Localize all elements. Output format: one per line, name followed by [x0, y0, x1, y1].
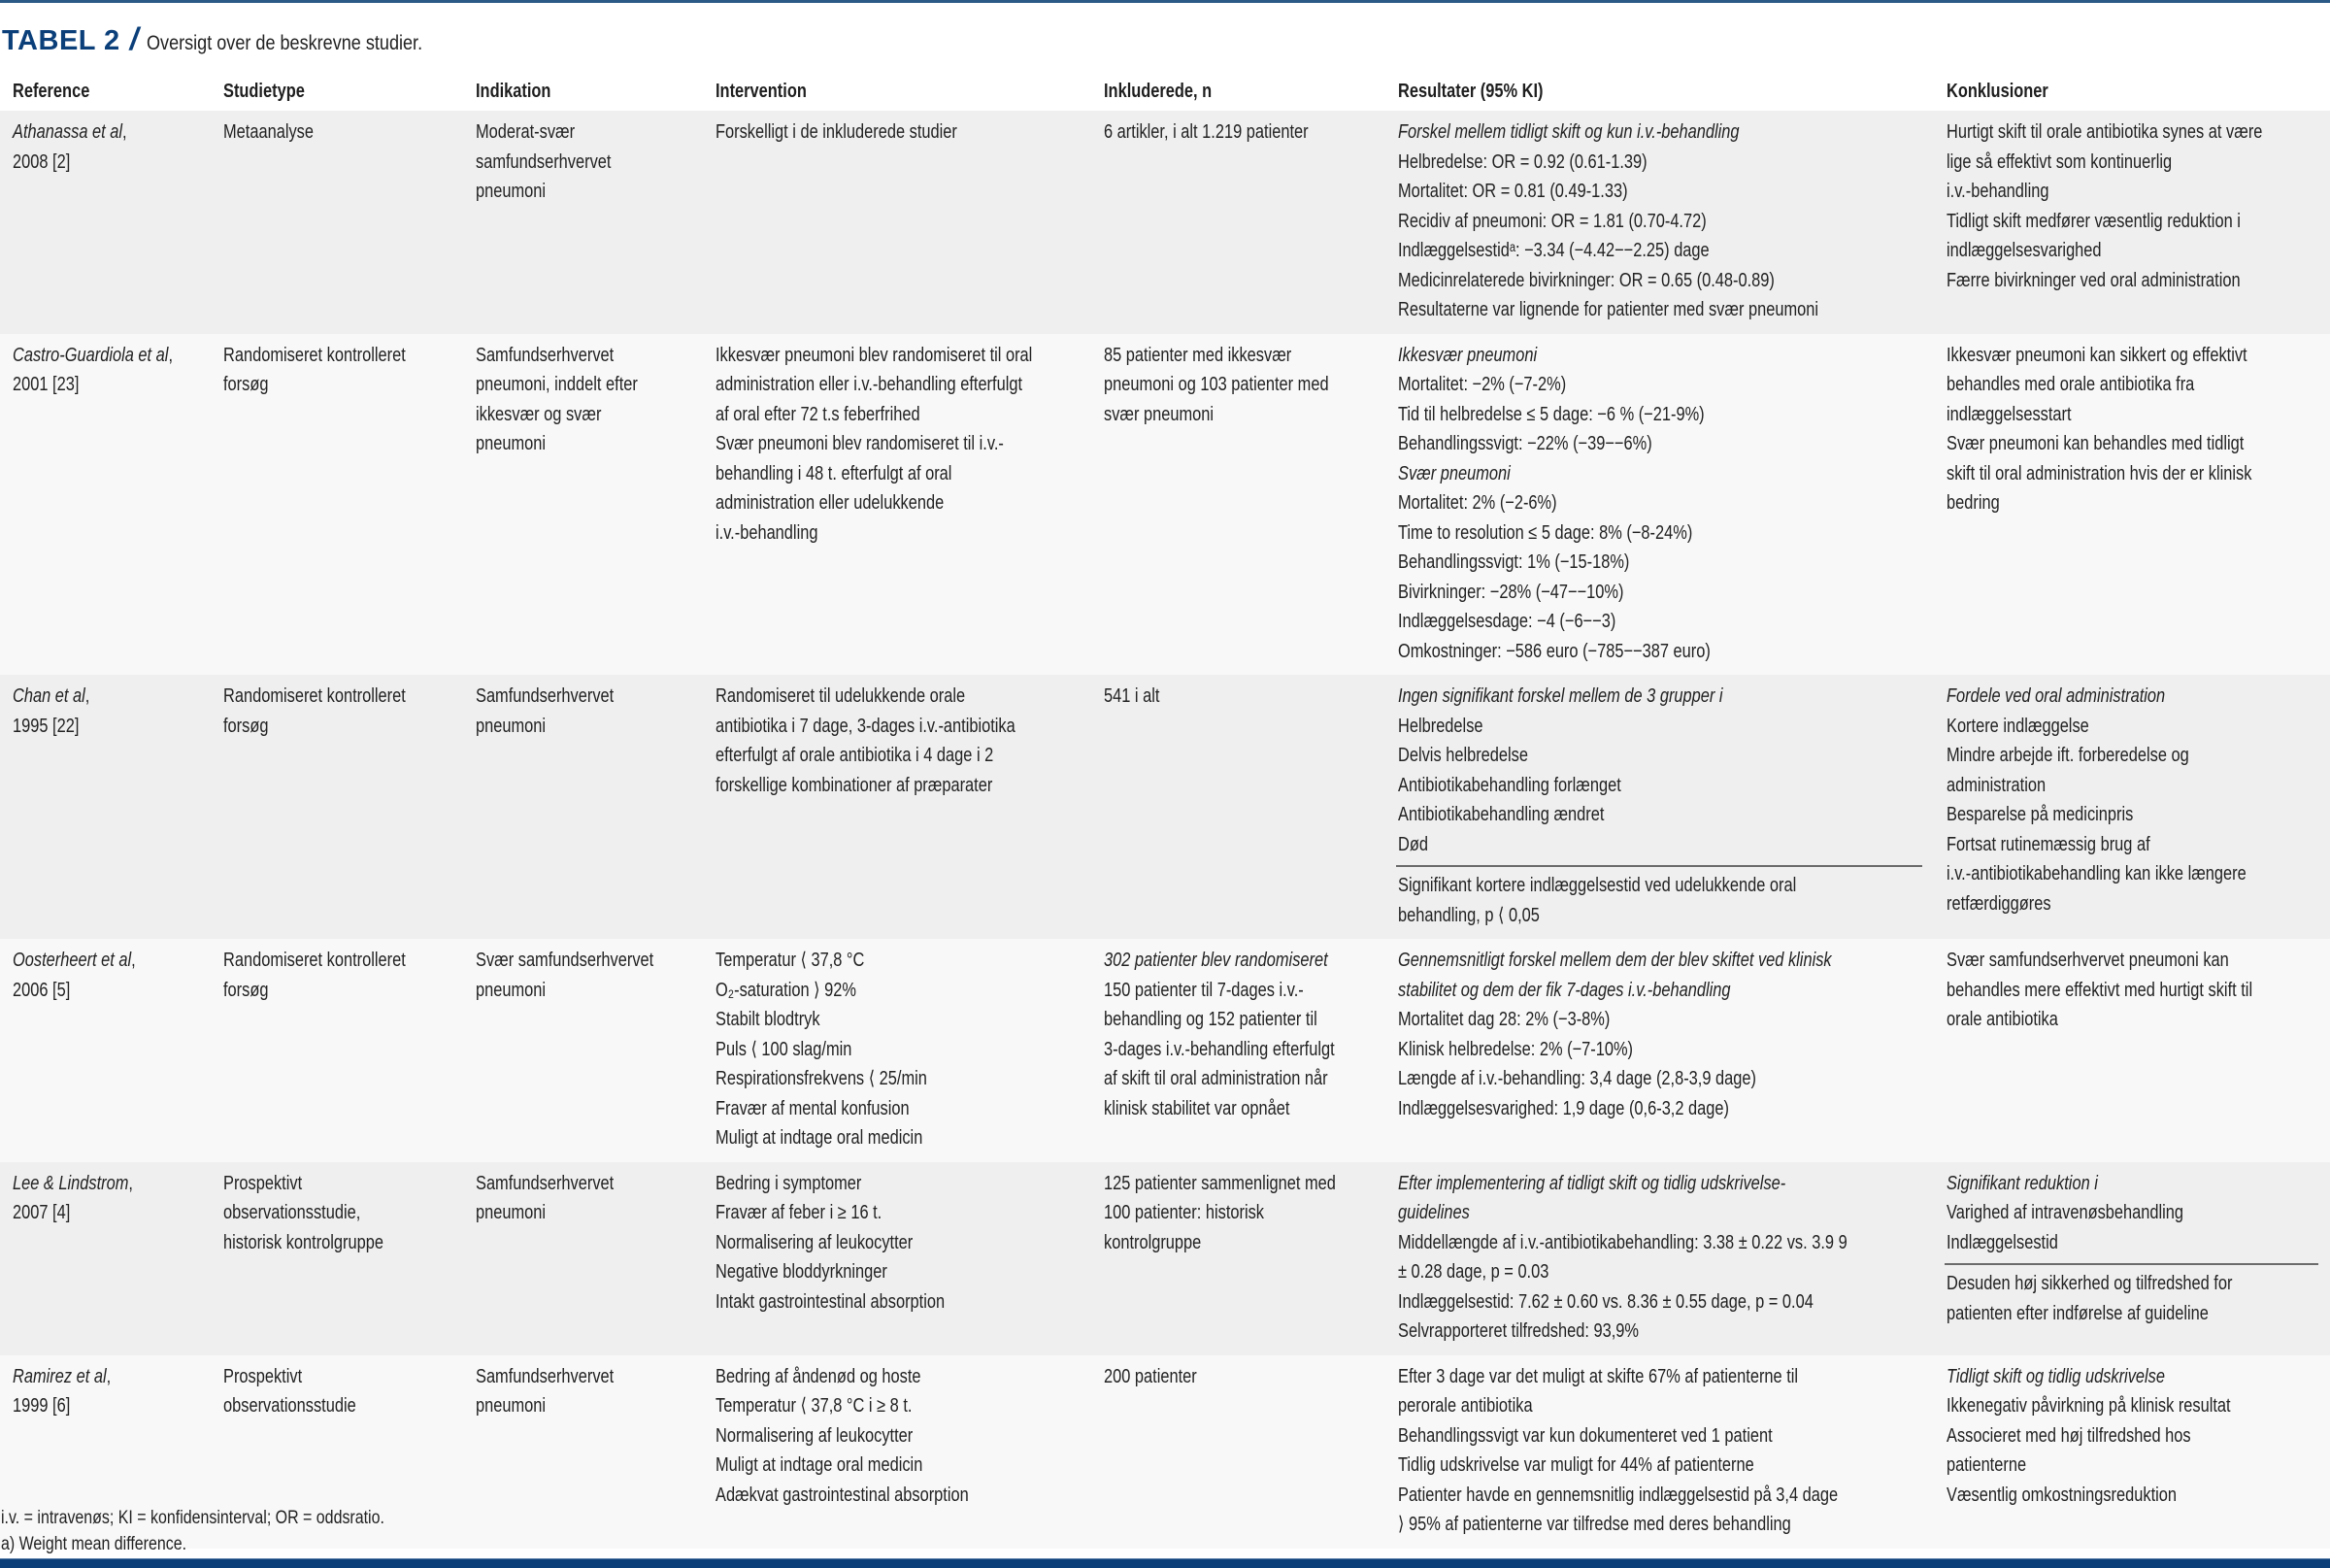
studietype-line: forsøg: [223, 979, 269, 1001]
inkluderede-line: pneumoni og 103 patienter med: [1104, 374, 1329, 395]
reference-comma: ,: [84, 685, 90, 707]
konklusioner-line: Ikkesvær pneumoni kan sikkert og effektivt: [1947, 344, 2247, 366]
reference-authors: Athanassa et al: [13, 121, 123, 143]
reference-year: 1999 [6]: [13, 1395, 71, 1417]
indikation-line: samfundserhvervet: [476, 150, 612, 173]
resultater-line: Tidlig udskrivelse var muligt for 44% af patienterne: [1398, 1454, 1754, 1476]
studietype-line: forsøg: [223, 374, 269, 395]
resultater-line: Middellængde af i.v.-antibiotikabehandling: 3.38 ± 0.22 vs. 3.9 9: [1398, 1231, 1847, 1253]
intervention-line: O₂-saturation ⟩ 92%: [716, 979, 856, 1001]
konklusioner-line: Væsentlig omkostningsreduktion: [1947, 1484, 2178, 1506]
cell-reference: [0, 675, 211, 939]
cell-inkluderede: [1091, 1355, 1385, 1549]
cell-konklusioner: [1934, 675, 2330, 939]
konklusioner-subheading: Signifikant reduktion i: [1947, 1172, 2098, 1194]
header-label: Reference: [13, 80, 90, 102]
konklusioner-line: behandles med orale antibiotika fra: [1947, 374, 2195, 395]
cell-intervention: [703, 1355, 1091, 1549]
indikation-line: Samfundserhvervet: [476, 1172, 615, 1194]
cell-inkluderede: [1091, 1162, 1385, 1355]
resultater-subheading: Gennemsnitligt forskel mellem dem der blev skiftet ved klinisk: [1398, 950, 1832, 971]
reference-authors-line: [13, 341, 175, 371]
intervention-line: Temperatur ⟨ 37,8 °C: [716, 950, 865, 971]
table-row: [0, 675, 2330, 939]
intervention-line: Muligt at indtage oral medicin: [716, 1454, 923, 1476]
inkluderede-line: behandling og 152 patienter til: [1104, 1009, 1317, 1030]
resultater-line: Antibiotikabehandling forlænget: [1398, 774, 1621, 796]
cell-inkluderede: [1091, 939, 1385, 1162]
konklusioner-line: Svær pneumoni kan behandles med tidligt: [1947, 433, 2245, 454]
header-reference: [0, 72, 211, 111]
konklusioner-line: Desuden høj sikkerhed og tilfredshed for: [1947, 1273, 2233, 1294]
indikation-line: pneumoni, inddelt efter: [476, 374, 638, 395]
intervention-line: behandling i 48 t. efterfulgt af oral: [716, 462, 952, 484]
reference-authors-line: [13, 117, 175, 148]
header-konklusioner: [1934, 72, 2330, 111]
cell-intervention: [703, 939, 1091, 1162]
header-indikation: [463, 72, 703, 111]
header-row: [0, 72, 2330, 111]
cell-reference: [0, 939, 211, 1162]
intervention-line: Respirationsfrekvens ⟨ 25/min: [716, 1068, 927, 1089]
indikation-line: ikkesvær og svær: [476, 403, 602, 425]
cell-resultater: [1385, 939, 1934, 1162]
top-rule: [0, 0, 2330, 3]
reference-comma: ,: [128, 1172, 133, 1194]
cell-studietype: [211, 334, 463, 676]
konklusioner-line: patienterne: [1947, 1454, 2027, 1476]
cell-indikation: [463, 1355, 703, 1549]
reference-year: 2008 [2]: [13, 150, 71, 173]
konklusioner-line: i.v.-antibiotikabehandling kan ikke længere: [1947, 863, 2247, 884]
intervention-line: Svær pneumoni blev randomiseret til i.v.-: [716, 433, 1004, 454]
cell-konklusioner: [1934, 1355, 2330, 1549]
intervention-line: Fravær af feber i ≥ 16 t.: [716, 1202, 882, 1223]
table-title: [2, 21, 467, 58]
intervention-line: Bedring af åndenød og hoste: [716, 1365, 921, 1387]
cell-studietype: [211, 939, 463, 1162]
inkluderede-line: 3-dages i.v.-behandling efterfulgt: [1104, 1038, 1335, 1060]
konklusioner-line: Færre bivirkninger ved oral administration: [1947, 269, 2241, 291]
resultater-subheading: Svær pneumoni: [1398, 462, 1511, 484]
intervention-line: Adækvat gastrointestinal absorption: [716, 1484, 969, 1506]
resultater-line: Resultaterne var lignende for patienter med svær pneumoni: [1398, 299, 1819, 320]
cell-reference: [0, 334, 211, 676]
intervention-line: efterfulgt af orale antibiotika i 4 dage i 2: [716, 745, 994, 766]
reference-comma: ,: [106, 1365, 112, 1387]
cell-intervention: [703, 111, 1091, 334]
reference-comma: ,: [122, 121, 127, 143]
table-body: [0, 111, 2330, 1549]
resultater-line: Helbredelse: OR = 0.92 (0.61-1.39): [1398, 150, 1648, 173]
intervention-line: Fravær af mental konfusion: [716, 1097, 910, 1119]
title-slash: /: [129, 21, 139, 56]
table-row: [0, 939, 2330, 1162]
reference-authors: Lee & Lindstrom: [13, 1172, 129, 1194]
indikation-line: Moderat-svær: [476, 121, 576, 143]
studietype-line: Randomiseret kontrolleret: [223, 344, 406, 366]
resultater-line: behandling, p ⟨ 0,05: [1398, 904, 1540, 926]
reference-authors-line: [13, 946, 175, 976]
resultater-line: Indlæggelsesdage: −4 (−6−−3): [1398, 611, 1616, 632]
cell-inkluderede: [1091, 334, 1385, 676]
cell-inkluderede: [1091, 675, 1385, 939]
reference-authors: Oosterheert et al: [13, 950, 132, 971]
studietype-line: Randomiseret kontrolleret: [223, 685, 406, 707]
reference-authors: Ramirez et al: [13, 1365, 107, 1387]
resultater-line: ⟩ 95% af patienterne var tilfredse med deres behandling: [1398, 1514, 1791, 1535]
inkluderede-line: 150 patienter til 7-dages i.v.-: [1104, 979, 1304, 1001]
indikation-line: pneumoni: [476, 1395, 547, 1417]
konklusioner-line: Svær samfundserhvervet pneumoni kan: [1947, 950, 2229, 971]
resultater-subheading: Ingen signifikant forskel mellem de 3 grupper i: [1398, 685, 1723, 707]
konklusioner-line: Varighed af intravenøsbehandling: [1947, 1202, 2184, 1223]
table-label: TABEL 2: [2, 25, 120, 56]
intervention-line: administration eller i.v.-behandling efterfulgt: [716, 374, 1023, 395]
studietype-line: Randomiseret kontrolleret: [223, 950, 406, 971]
indikation-line: Samfundserhvervet: [476, 344, 615, 366]
resultater-line: Behandlingssvigt: 1% (−15-18%): [1398, 551, 1630, 573]
resultater-line: Time to resolution ≤ 5 dage: 8% (−8-24%): [1398, 521, 1693, 544]
cell-resultater: [1385, 111, 1934, 334]
resultater-line: Længde af i.v.-behandling: 3,4 dage (2,8-3,9 dage): [1398, 1068, 1756, 1089]
resultater-line: Mortalitet: 2% (−2-6%): [1398, 492, 1557, 514]
table-row: [0, 111, 2330, 334]
konklusioner-line: Tidligt skift medfører væsentlig reduktion i: [1947, 210, 2241, 232]
resultater-line: Patienter havde en gennemsnitlig indlæggelsestid på 3,4 dage: [1398, 1484, 1839, 1506]
studietype-line: Prospektivt: [223, 1365, 303, 1387]
resultater-line: Mortalitet: −2% (−7-2%): [1398, 374, 1567, 395]
resultater-subheading: Forskel mellem tidligt skift og kun i.v.-behandling: [1398, 121, 1740, 143]
bottom-rule: [0, 1558, 2330, 1568]
resultater-line: Død: [1398, 833, 1428, 855]
intervention-line: administration eller udelukkende: [716, 492, 945, 514]
intervention-line: Bedring i symptomer: [716, 1172, 862, 1194]
cell-konklusioner: [1934, 939, 2330, 1162]
resultater-line: Helbredelse: [1398, 715, 1483, 737]
footnote-abbreviations: [1, 1508, 457, 1529]
intervention-line: i.v.-behandling: [716, 521, 818, 544]
cell-intervention: [703, 334, 1091, 676]
konklusioner-line: indlæggelsesstart: [1947, 403, 2072, 425]
resultater-line: Klinisk helbredelse: 2% (−7-10%): [1398, 1038, 1634, 1060]
konklusioner-line: patienten efter indførelse af guideline: [1947, 1302, 2209, 1324]
table-caption: Oversigt over de beskrevne studier.: [146, 32, 422, 54]
reference-authors: Chan et al: [13, 685, 85, 707]
konklusioner-line: Fortsat rutinemæssig brug af: [1947, 833, 2150, 855]
header-label: Studietype: [223, 80, 305, 102]
header-label: Intervention: [716, 80, 807, 102]
resultater-line: Antibiotikabehandling ændret: [1398, 804, 1605, 825]
cell-indikation: [463, 111, 703, 334]
konklusioner-line: behandles mere effektivt med hurtigt skift til: [1947, 979, 2253, 1001]
header-label: Resultater (95% KI): [1398, 80, 1544, 102]
inkluderede-line: af skift til oral administration når: [1104, 1068, 1328, 1089]
cell-reference: [0, 111, 211, 334]
footnote-text: i.v. = intravenøs; KI = konfidensinterval; OR = oddsratio.: [1, 1508, 384, 1528]
indikation-line: Samfundserhvervet: [476, 1365, 615, 1387]
footnote-text: a) Weight mean difference.: [1, 1534, 187, 1554]
intervention-line: Normalisering af leukocytter: [716, 1424, 914, 1447]
resultater-line: Indlæggelsesvarighed: 1,9 dage (0,6-3,2 dage): [1398, 1097, 1729, 1119]
konklusioner-line: i.v.-behandling: [1947, 181, 2049, 202]
konklusioner-line: Hurtigt skift til orale antibiotika synes at være: [1947, 121, 2263, 143]
indikation-line: Svær samfundserhvervet: [476, 950, 654, 971]
konklusioner-line: Ikkenegativ påvirkning på klinisk resultat: [1947, 1395, 2231, 1417]
indikation-line: pneumoni: [476, 181, 547, 202]
resultater-line: Medicinrelaterede bivirkninger: OR = 0.65 (0.48-0.89): [1398, 269, 1775, 291]
inkluderede-subheading: 302 patienter blev randomiseret: [1104, 950, 1328, 971]
resultater-line: Signifikant kortere indlæggelsestid ved udelukkende oral: [1398, 875, 1797, 896]
cell-indikation: [463, 939, 703, 1162]
reference-authors-line: [13, 682, 175, 712]
cell-indikation: [463, 1162, 703, 1355]
cell-studietype: [211, 111, 463, 334]
cell-indikation: [463, 675, 703, 939]
cell-intervention: [703, 675, 1091, 939]
konklusioner-line: Associeret med høj tilfredshed hos: [1947, 1424, 2191, 1447]
indikation-line: pneumoni: [476, 715, 547, 737]
inkluderede-line: 100 patienter: historisk: [1104, 1202, 1265, 1223]
resultater-line: Omkostninger: −586 euro (−785−−387 euro): [1398, 640, 1711, 662]
resultater-subheading: Efter implementering af tidligt skift og tidlig udskrivelse-: [1398, 1172, 1786, 1194]
resultater-subheading: Ikkesvær pneumoni: [1398, 344, 1538, 366]
resultater-subheading: stabilitet og dem der fik 7-dages i.v.-behandling: [1398, 979, 1731, 1001]
resultater-line: Selvrapporteret tilfredshed: 93,9%: [1398, 1320, 1639, 1342]
table-row: [0, 334, 2330, 676]
intervention-line: Intakt gastrointestinal absorption: [716, 1290, 946, 1313]
konklusioner-line: indlæggelsesvarighed: [1947, 240, 2102, 261]
resultater-line: Mortalitet: OR = 0.81 (0.49-1.33): [1398, 181, 1628, 202]
resultater-line: Indlæggelsestid: 7.62 ± 0.60 vs. 8.36 ± 0.55 dage, p = 0.04: [1398, 1290, 1814, 1313]
intervention-line: Randomiseret til udelukkende orale: [716, 685, 966, 707]
konklusioner-line: retfærdiggøres: [1947, 892, 2051, 915]
intervention-line: antibiotika i 7 dage, 3-dages i.v.-antibiotika: [716, 715, 1015, 737]
cell-reference: [0, 1162, 211, 1355]
resultater-line: Tid til helbredelse ≤ 5 dage: −6 % (−21-9%): [1398, 403, 1705, 425]
intervention-line: Temperatur ⟨ 37,8 °C i ≥ 8 t.: [716, 1395, 913, 1417]
konklusioner-line: skift til oral administration hvis der er klinisk: [1947, 462, 2252, 484]
studietype-line: Prospektivt: [223, 1172, 303, 1194]
header-studietype: [211, 72, 463, 111]
indikation-line: pneumoni: [476, 433, 547, 454]
resultater-line: Efter 3 dage var det muligt at skifte 67% af patienterne til: [1398, 1365, 1799, 1387]
inkluderede-line: 125 patienter sammenlignet med: [1104, 1172, 1336, 1194]
intervention-line: Normalisering af leukocytter: [716, 1231, 914, 1253]
reference-comma: ,: [168, 344, 173, 366]
intervention-line: Forskelligt i de inkluderede studier: [716, 121, 957, 143]
konklusioner-line: lige så effektivt som kontinuerlig: [1947, 150, 2173, 173]
inkluderede-line: klinisk stabilitet var opnået: [1104, 1097, 1290, 1119]
reference-authors-line: [13, 1362, 175, 1392]
konklusioner-line: Indlæggelsestid: [1947, 1231, 2058, 1253]
header-inkluderede: [1091, 72, 1385, 111]
cell-inkluderede: [1091, 111, 1385, 334]
resultater-line: Mortalitet dag 28: 2% (−3-8%): [1398, 1009, 1611, 1030]
studietype-line: forsøg: [223, 715, 269, 737]
cell-studietype: [211, 675, 463, 939]
resultater-line: perorale antibiotika: [1398, 1395, 1533, 1417]
studietype-line: Metaanalyse: [223, 121, 314, 143]
inkluderede-line: 85 patienter med ikkesvær: [1104, 344, 1292, 366]
cell-studietype: [211, 1162, 463, 1355]
intervention-line: af oral efter 72 t.s feberfrihed: [716, 403, 920, 425]
table-row: [0, 1162, 2330, 1355]
inkluderede-line: kontrolgruppe: [1104, 1231, 1202, 1253]
intervention-line: Ikkesvær pneumoni blev randomiseret til oral: [716, 344, 1033, 366]
cell-resultater: [1385, 334, 1934, 676]
header-label: Inkluderede, n: [1104, 80, 1213, 102]
konklusioner-line: Kortere indlæggelse: [1947, 715, 2089, 737]
indikation-line: pneumoni: [476, 979, 547, 1001]
reference-comma: ,: [131, 950, 136, 971]
resultater-line: Indlæggelsestidᵃ: −3.34 (−4.42−−2.25) dage: [1398, 240, 1710, 261]
resultater-line: ± 0.28 dage, p = 0.03: [1398, 1261, 1549, 1283]
studietype-line: observationsstudie: [223, 1395, 356, 1417]
inkluderede-line: svær pneumoni: [1104, 403, 1215, 425]
intervention-line: Puls ⟨ 100 slag/min: [716, 1038, 852, 1060]
footnote-a: [1, 1534, 221, 1555]
header-label: Indikation: [476, 80, 551, 102]
cell-resultater: [1385, 1355, 1934, 1549]
cell-konklusioner: [1934, 1162, 2330, 1355]
indikation-line: pneumoni: [476, 1202, 547, 1223]
konklusioner-line: orale antibiotika: [1947, 1009, 2058, 1030]
resultater-line: Delvis helbredelse: [1398, 745, 1529, 766]
reference-authors: Castro-Guardiola et al: [13, 344, 169, 366]
intervention-line: Stabilt blodtryk: [716, 1009, 820, 1030]
inkluderede-line: 541 i alt: [1104, 685, 1160, 707]
resultater-line: Behandlingssvigt var kun dokumenteret ved 1 patient: [1398, 1424, 1773, 1447]
cell-intervention: [703, 1162, 1091, 1355]
intervention-line: Muligt at indtage oral medicin: [716, 1127, 923, 1149]
cell-konklusioner: [1934, 111, 2330, 334]
cell-resultater: [1385, 675, 1934, 939]
cell-resultater: [1385, 1162, 1934, 1355]
intervention-line: forskellige kombinationer af præparater: [716, 774, 993, 796]
cell-konklusioner: [1934, 334, 2330, 676]
konklusioner-subheading: Fordele ved oral administration: [1947, 685, 2166, 707]
indikation-line: Samfundserhvervet: [476, 685, 615, 707]
inkluderede-line: 200 patienter: [1104, 1365, 1197, 1387]
divider-line: [1396, 865, 1922, 867]
reference-authors-line: [13, 1169, 175, 1199]
resultater-line: Recidiv af pneumoni: OR = 1.81 (0.70-4.72): [1398, 210, 1707, 232]
konklusioner-subheading: Tidligt skift og tidlig udskrivelse: [1947, 1365, 2165, 1387]
konklusioner-line: administration: [1947, 774, 2047, 796]
reference-year: 1995 [22]: [13, 715, 80, 737]
konklusioner-line: bedring: [1947, 492, 2000, 514]
studies-table: [0, 72, 2330, 1549]
reference-year: 2006 [5]: [13, 979, 71, 1001]
intervention-line: Negative bloddyrkninger: [716, 1261, 887, 1283]
studietype-line: observationsstudie,: [223, 1202, 361, 1223]
header-intervention: [703, 72, 1091, 111]
studietype-line: historisk kontrolgruppe: [223, 1231, 383, 1253]
inkluderede-line: 6 artikler, i alt 1.219 patienter: [1104, 121, 1309, 143]
header-label: Konklusioner: [1947, 80, 2048, 102]
reference-year: 2007 [4]: [13, 1202, 71, 1223]
resultater-line: Behandlingssvigt: −22% (−39−−6%): [1398, 433, 1652, 454]
konklusioner-line: Besparelse på medicinpris: [1947, 804, 2134, 825]
cell-indikation: [463, 334, 703, 676]
divider-line: [1945, 1263, 2318, 1265]
resultater-line: Bivirkninger: −28% (−47−−10%): [1398, 581, 1624, 603]
reference-year: 2001 [23]: [13, 374, 80, 395]
resultater-subheading: guidelines: [1398, 1202, 1470, 1223]
konklusioner-line: Mindre arbejde ift. forberedelse og: [1947, 745, 2189, 766]
header-resultater: [1385, 72, 1934, 111]
